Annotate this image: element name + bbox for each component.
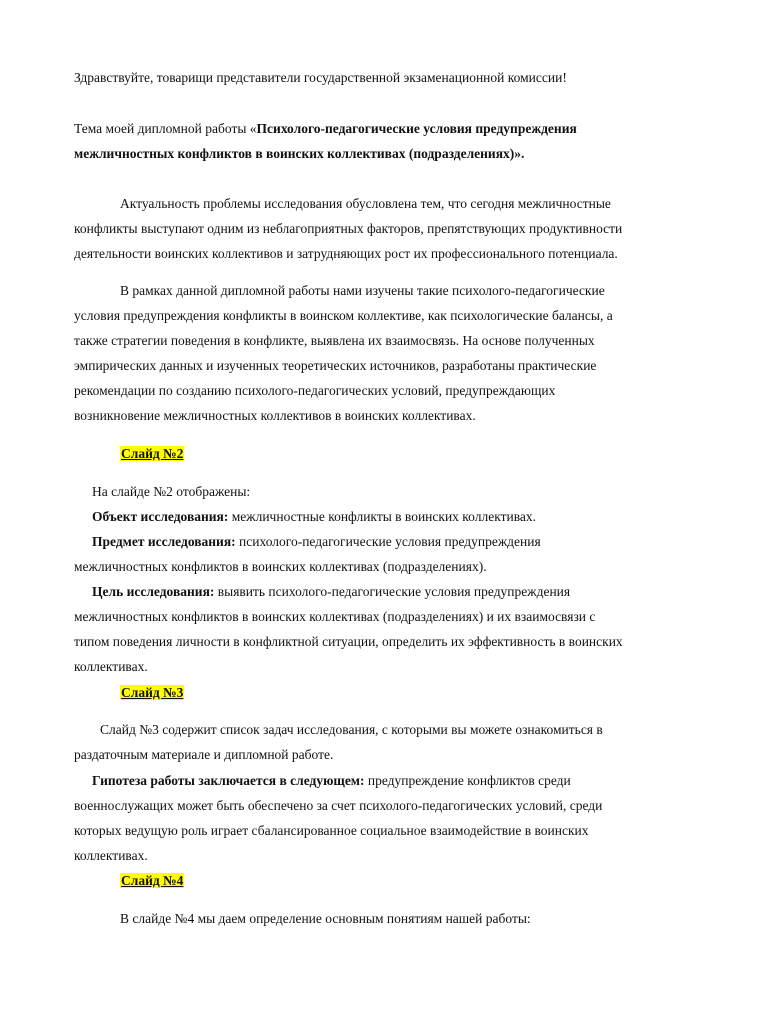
slide2-subject-line-2: межличностных конфликтов в воинских коллективах (подразделениях). (74, 559, 487, 574)
hypothesis-line-4: коллективах. (74, 848, 148, 863)
slide2-object-line (92, 508, 536, 526)
framework-line-1: В рамках данной дипломной работы нами изучены такие психолого-педагогические (120, 283, 605, 298)
slide2-intro: На слайде №2 отображены: (92, 484, 251, 499)
goal-label: Цель исследования: (92, 584, 215, 599)
object-text: межличностные конфликты в воинских коллективах. (228, 509, 537, 524)
hypothesis-line-1 (92, 772, 571, 790)
slide3-heading (120, 684, 184, 702)
topic-title-part-2: межличностных конфликтов в воинских коллективах (подразделениях)». (74, 146, 525, 161)
slide2-heading-text: Слайд №2 (121, 446, 184, 461)
slide4-line-1: В слайде №4 мы даем определение основным понятиям нашей работы: (120, 911, 531, 926)
hypothesis-line-2: военнослужащих может быть обеспечено за счет психолого-педагогических условий, среди (74, 798, 603, 813)
slide2-goal-line-4: коллективах. (74, 659, 148, 674)
subject-text-1: психолого-педагогические условия предупреждения (235, 534, 541, 549)
slide2-goal-line-2: межличностных конфликтов в воинских коллективах (подразделениях) и их взаимосвязи с (74, 609, 596, 624)
slide4-heading (120, 872, 184, 890)
slide3-heading-text: Слайд №3 (121, 685, 184, 700)
framework-line-4: эмпирических данных и изученных теоретических источников, разработаны практические (74, 358, 597, 373)
slide2-subject-line-1 (92, 533, 541, 551)
slide3-line-1: Слайд №3 содержит список задач исследования, с которыми вы можете ознакомиться в (100, 722, 603, 737)
topic-prefix: Тема моей дипломной работы « (74, 121, 257, 136)
relevance-line-2: конфликты выступают одним из неблагоприятных факторов, препятствующих продуктивности (74, 221, 623, 236)
framework-line-5: рекомендации по созданию психолого-педагогических условий, предупреждающих (74, 383, 556, 398)
goal-text-1: выявить психолого-педагогические условия предупреждения (214, 584, 571, 599)
topic-line-1 (74, 120, 577, 138)
hypothesis-line-3: которых ведущую роль играет сбалансированное социальное взаимодействие в воинских (74, 823, 589, 838)
slide2-goal-line-1 (92, 583, 570, 601)
framework-line-6: возникновение межличностных коллективов в воинских коллективах. (74, 408, 476, 423)
slide4-heading-text: Слайд №4 (121, 873, 184, 888)
subject-label: Предмет исследования: (92, 534, 236, 549)
framework-line-2: условия предупреждения конфликты в воинском коллективе, как психологические балансы, а (74, 308, 613, 323)
slide2-goal-line-3: типом поведения личности в конфликтной ситуации, определить их эффективность в воинских (74, 634, 623, 649)
slide3-line-2: раздаточным материале и дипломной работе. (74, 747, 334, 762)
framework-line-3: также стратегии поведения в конфликте, выявлена их взаимосвязь. На основе полученных (74, 333, 595, 348)
hypothesis-text-1: предупреждение конфликтов среди (364, 773, 571, 788)
slide2-heading (120, 445, 184, 463)
greeting-line: Здравствуйте, товарищи представители государственной экзаменационной комиссии! (74, 70, 567, 85)
object-label: Объект исследования: (92, 509, 229, 524)
relevance-line-3: деятельности воинских коллективов и затрудняющих рост их профессионального потенциала. (74, 246, 618, 261)
hypothesis-label: Гипотеза работы заключается в следующем: (92, 773, 365, 788)
relevance-line-1: Актуальность проблемы исследования обусловлена тем, что сегодня межличностные (120, 196, 611, 211)
topic-title-part-1: Психолого-педагогические условия предупреждения (256, 121, 577, 136)
